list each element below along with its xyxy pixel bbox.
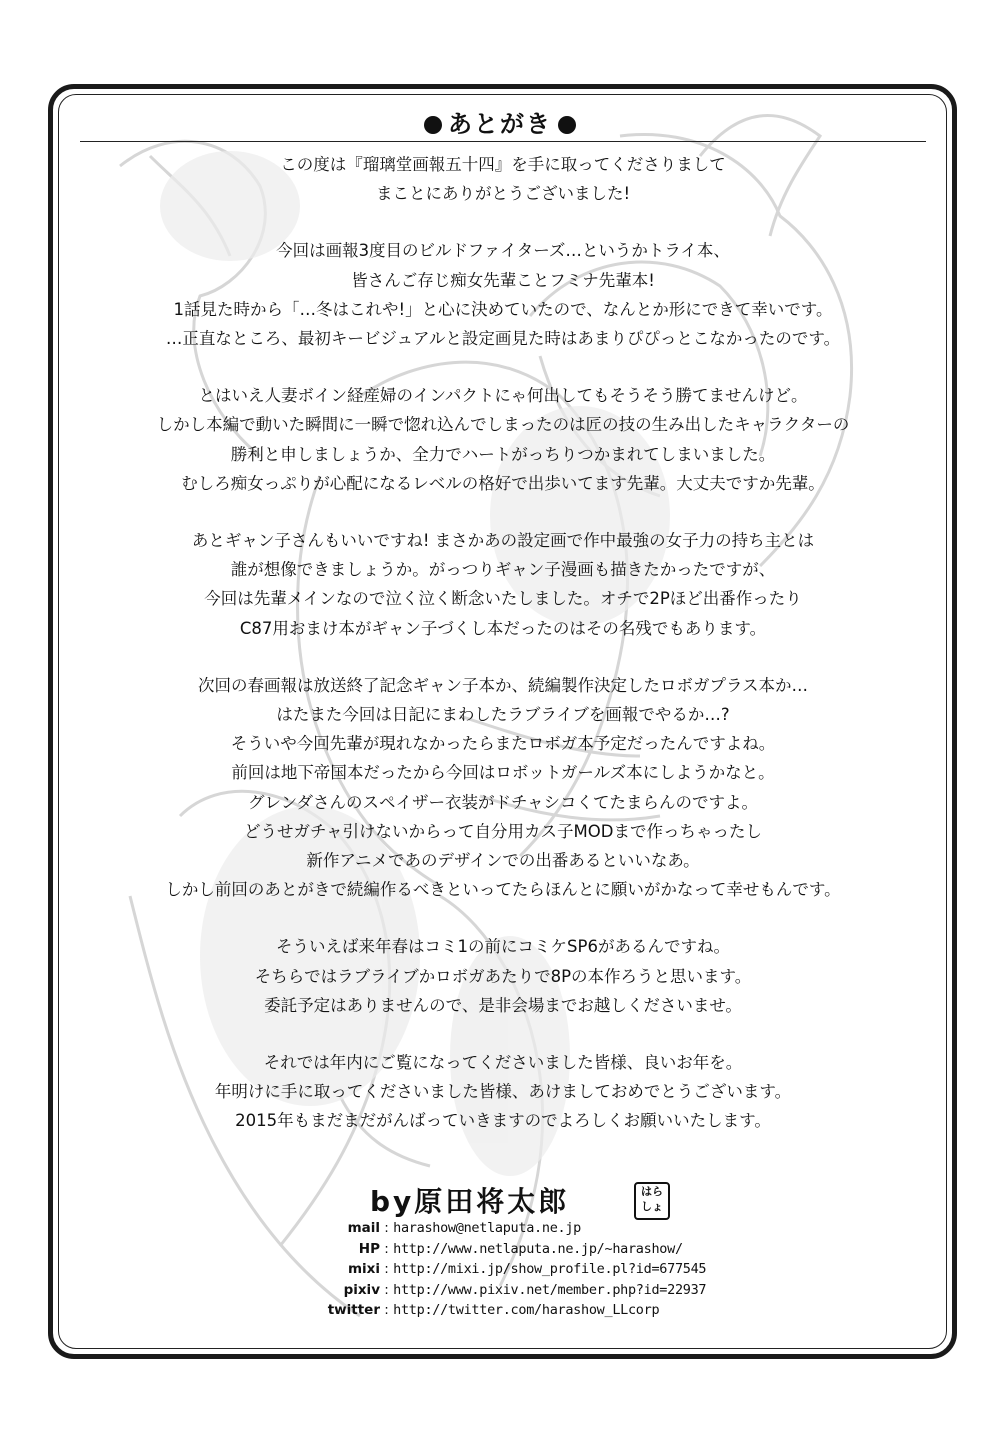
text-line: そちらではラブライブかロボガあたりで8Pの本作ろうと思います。	[254, 966, 752, 986]
paragraph	[80, 236, 926, 353]
text-line: そういえば来年春はコミ1の前にコミケSP6があるんですね。	[276, 937, 730, 957]
contact-label: mixi	[347, 1261, 380, 1278]
author-stamp	[634, 1182, 670, 1220]
contact-link[interactable]: http://mixi.jp/show_profile.pl?id=677545	[393, 1261, 707, 1278]
text-line: まことにありがとうございました!	[375, 184, 631, 204]
contact-separator: :	[380, 1220, 394, 1236]
text-line: はたまた今回は日記にまわしたラブライブを画報でやるか…?	[276, 705, 730, 725]
paragraph	[80, 150, 926, 208]
contact-separator: :	[380, 1240, 394, 1257]
contact-row	[300, 1300, 800, 1321]
text-line: 今回は先輩メインなので泣く泣く断念いたしました。オチで2Pほど出番作ったり	[204, 589, 802, 609]
contact-link[interactable]: http://www.pixiv.net/member.php?id=22937	[393, 1281, 707, 1298]
author-name: by原田将太郎	[370, 1185, 570, 1218]
paragraph	[80, 381, 926, 498]
stamp-line: はら	[641, 1185, 663, 1198]
text-line: しかし本編で動いた瞬間に一瞬で惚れ込んでしまったのは匠の技の生み出したキャラクターの	[156, 415, 850, 435]
contact-link[interactable]: http://twitter.com/harashow_LLcorp	[393, 1302, 660, 1319]
stamp-line: しょ	[641, 1200, 663, 1213]
afterword-body	[80, 150, 926, 1164]
text-line: とはいえ人妻ボイン経産婦のインパクトにゃ何出してもそうそう勝てませんけど。	[198, 386, 808, 406]
text-line: 次回の春画報は放送終了記念ギャン子本か、続編製作決定したロボガプラス本か…	[197, 675, 808, 695]
contact-row	[300, 1218, 800, 1239]
text-line: むしろ痴女っぷりが心配になるレベルの格好で出歩いてます先輩。大丈夫ですか先輩。	[181, 473, 825, 493]
text-line: 皆さんご存じ痴女先輩ことフミナ先輩本!	[351, 270, 655, 290]
text-line: C87用おまけ本がギャン子づくし本だったのはその名残でもあります。	[239, 618, 767, 638]
text-line: グレンダさんのスペイザー衣装がドチャシコくてたまらんのですよ。	[248, 792, 758, 812]
contact-row	[300, 1259, 800, 1280]
paragraph	[80, 1048, 926, 1136]
text-line: どうせガチャ引けないからって自分用カス子MODまで作っちゃったし	[244, 821, 762, 841]
afterword-heading	[0, 104, 1000, 139]
contact-label: mail	[347, 1220, 380, 1236]
text-line: 1話見た時から「…冬はこれや!」と心に決めていたので、なんとか形にできて幸いです。	[173, 299, 833, 319]
text-line: 誰が想像できましょうか。がっつりギャン子漫画も描きたかったですが、	[230, 560, 776, 580]
author-signature	[370, 1180, 670, 1220]
contact-list	[300, 1218, 800, 1321]
text-line: 今回は画報3度目のビルドファイターズ…というかトライ本、	[276, 241, 730, 261]
contact-row	[300, 1280, 800, 1301]
contact-separator: :	[380, 1261, 394, 1278]
text-line: 年明けに手に取ってくださいました皆様、あけましておめでとうございます。	[214, 1082, 792, 1102]
text-line: 2015年もまだまだがんばっていきますのでよろしくお願いいたします。	[235, 1111, 771, 1131]
heading-divider	[80, 141, 926, 142]
contact-label: pixiv	[343, 1281, 380, 1298]
text-line: しかし前回のあとがきで続編作るべきといってたらほんとに願いがかなって幸せもんです。	[165, 880, 841, 900]
text-line: そういや今回先輩が現れなかったらまたロボガ本予定だったんですよね。	[230, 734, 776, 754]
text-line: 新作アニメであのデザインでの出番あるといいなあ。	[306, 851, 700, 871]
contact-label: twitter	[327, 1302, 380, 1319]
contact-row	[300, 1239, 800, 1260]
text-line: この度は『瑠璃堂画報五十四』を手に取ってくださりまして	[280, 155, 726, 174]
contact-link[interactable]: harashow@netlaputa.ne.jp	[393, 1220, 582, 1236]
bullet-dot-icon	[424, 116, 442, 134]
text-line: あとギャン子さんもいいですね! まさかあの設定画で作中最強の女子力の持ち主とは	[191, 531, 815, 551]
text-line: 委託予定はありませんので、是非会場までお越しくださいませ。	[264, 995, 742, 1015]
bullet-dot-icon	[558, 116, 576, 134]
text-line: 勝利と申しましょうか、全力でハートがっちりつかまれてしまいました。	[230, 444, 776, 464]
afterword-title: あとがき	[448, 110, 552, 138]
paragraph	[80, 671, 926, 905]
text-line: …正直なところ、最初キービジュアルと設定画見た時はあまりぴぴっとこなかったのです。	[165, 329, 841, 349]
text-line: それでは年内にご覧になってくださいました皆様、良いお年を。	[263, 1053, 743, 1073]
contact-link[interactable]: http://www.netlaputa.ne.jp/~harashow/	[393, 1240, 683, 1257]
contact-separator: :	[380, 1281, 394, 1298]
paragraph	[80, 932, 926, 1020]
contact-label: HP	[358, 1240, 380, 1257]
contact-separator: :	[380, 1302, 394, 1319]
text-line: 前回は地下帝国本だったから今回はロボットガールズ本にしようかなと。	[231, 763, 775, 783]
paragraph	[80, 526, 926, 643]
